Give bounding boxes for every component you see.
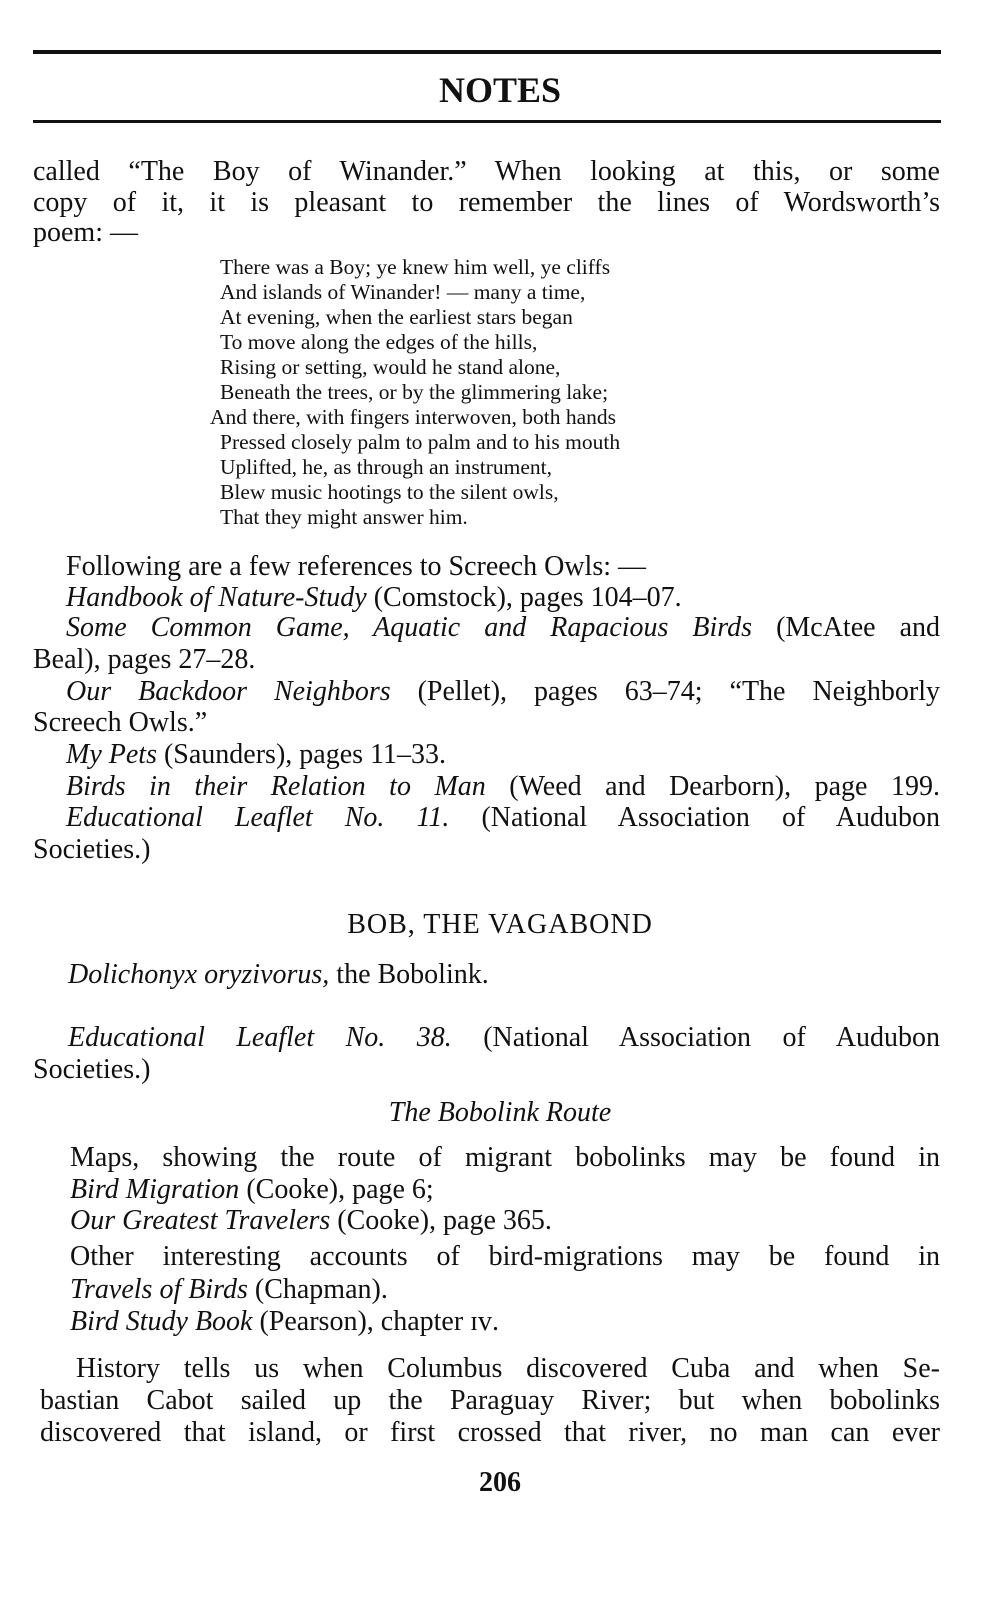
poem-line [210, 405, 616, 430]
text-line [66, 739, 446, 771]
text-segment: Beal), pages 27–28. [33, 644, 256, 675]
text-segment: (Comstock), pages 104–07. [366, 582, 682, 613]
text-segment: (Cooke), page 365. [330, 1205, 552, 1236]
text-segment: copy of it, it is pleasant to remember the lines of Wordsworth’s [33, 187, 940, 218]
text-segment: Pressed closely palm to palm and to his mouth [220, 430, 621, 454]
text-segment: bastian Cabot sailed up the Paraguay River; but when bobolinks [40, 1385, 940, 1416]
italic-title: Birds in their Relation to Man [66, 771, 486, 802]
text-segment: (National Association of Audubon [451, 1022, 940, 1053]
text-segment: (McAtee and [752, 612, 940, 643]
text-segment: And islands of Winander! — many a time, [220, 280, 586, 304]
text-line [40, 1385, 940, 1417]
text-line [70, 1205, 552, 1237]
text-line [33, 187, 940, 219]
text-segment: Blew music hootings to the silent owls, [220, 480, 559, 504]
text-line [33, 644, 255, 676]
text-segment: called “The Boy of Winander.” When looking at this, or some [33, 156, 940, 187]
text-segment: Beneath the trees, or by the glimmering lake; [220, 380, 609, 404]
text-line [76, 1353, 940, 1385]
text-line [66, 676, 940, 708]
text-line [70, 1241, 940, 1273]
text-line [33, 217, 138, 249]
text-line [66, 551, 646, 583]
poem-line [220, 255, 610, 280]
italic-title: Bird Migration [70, 1174, 240, 1205]
text-line [70, 1174, 434, 1206]
italic-title: Travels of Birds [70, 1274, 248, 1305]
text-segment: (Pearson), chapter ɪᴠ. [252, 1306, 499, 1337]
text-segment: (Saunders), pages 11–33. [156, 739, 446, 770]
text-segment: (Cooke), page 6; [239, 1174, 434, 1205]
text-segment: the Bobolink. [329, 959, 489, 990]
text-segment: At evening, when the earliest stars began [220, 305, 573, 329]
text-segment: And there, with fingers interwoven, both hands [210, 405, 617, 429]
text-segment: That they might answer him. [220, 505, 468, 529]
title-rule [33, 120, 941, 123]
text-line [68, 959, 489, 991]
text-line [66, 771, 940, 803]
text-segment: (National Association of Audubon [449, 802, 940, 833]
italic-title: Some Common Game, Aquatic and Rapacious Birds [66, 612, 753, 643]
top-rule [33, 50, 941, 54]
text-line [40, 1417, 940, 1449]
text-segment: To move along the edges of the hills, [220, 330, 538, 354]
text-segment: (Pellet), pages 63–74; “The Neighborly [390, 676, 940, 707]
section-heading [0, 909, 1000, 941]
italic-title: The Bobolink Route [388, 1097, 612, 1128]
text-segment: discovered that island, or first crossed that river, no man can ever [40, 1417, 940, 1448]
text-segment: Screech Owls.” [33, 707, 208, 738]
italic-title: Handbook of Nature-Study [66, 582, 367, 613]
text-line [68, 1022, 940, 1054]
poem-line [220, 380, 608, 405]
text-line [33, 707, 207, 739]
text-line [33, 1054, 150, 1086]
page-number: 206 [479, 1467, 521, 1498]
text-segment: Following are a few references to Screech Owls: — [66, 551, 647, 582]
poem-line [220, 430, 620, 455]
italic-title: My Pets [66, 739, 157, 770]
text-segment: poem: — [33, 217, 138, 248]
text-line [33, 834, 150, 866]
text-segment: (Weed and Dearborn), page 199. [485, 771, 940, 802]
text-segment: There was a Boy; ye knew him well, ye cliffs [220, 255, 611, 279]
text-segment: Other interesting accounts of bird-migrations may be found in [70, 1241, 940, 1272]
text-segment: Uplifted, he, as through an instrument, [220, 455, 552, 479]
text-segment: Societies.) [33, 834, 151, 865]
text-segment: History tells us when Columbus discovered Cuba and when Se- [76, 1353, 940, 1384]
poem-line [220, 505, 468, 530]
poem-line [220, 455, 552, 480]
italic-title: Educational Leaflet No. 11. [66, 802, 450, 833]
italic-title: Our Backdoor Neighbors [66, 676, 391, 707]
text-line [66, 802, 940, 834]
text-segment: (Chapman). [247, 1274, 388, 1305]
text-line [70, 1142, 940, 1174]
text-segment: Rising or setting, would he stand alone, [220, 355, 561, 379]
page-title: NOTES [438, 70, 562, 110]
italic-title: Dolichonyx oryzivorus, [68, 959, 330, 990]
text-line [70, 1306, 499, 1338]
italic-title: Our Greatest Travelers [70, 1205, 331, 1236]
text-segment: Societies.) [33, 1054, 151, 1085]
text-line [0, 1097, 1000, 1129]
text-segment: Maps, showing the route of migrant bobolinks may be found in [70, 1142, 940, 1173]
text-line [66, 582, 682, 614]
italic-title: Educational Leaflet No. 38. [68, 1022, 452, 1053]
text-line [33, 156, 940, 188]
poem-line [220, 280, 585, 305]
text-line [66, 612, 940, 644]
poem-line [220, 305, 573, 330]
text-segment: BOB, THE VAGABOND [347, 909, 653, 940]
poem-line [220, 480, 559, 505]
text-line [70, 1274, 388, 1306]
poem-line [220, 355, 560, 380]
poem-line [220, 330, 537, 355]
italic-title: Bird Study Book [70, 1306, 253, 1337]
